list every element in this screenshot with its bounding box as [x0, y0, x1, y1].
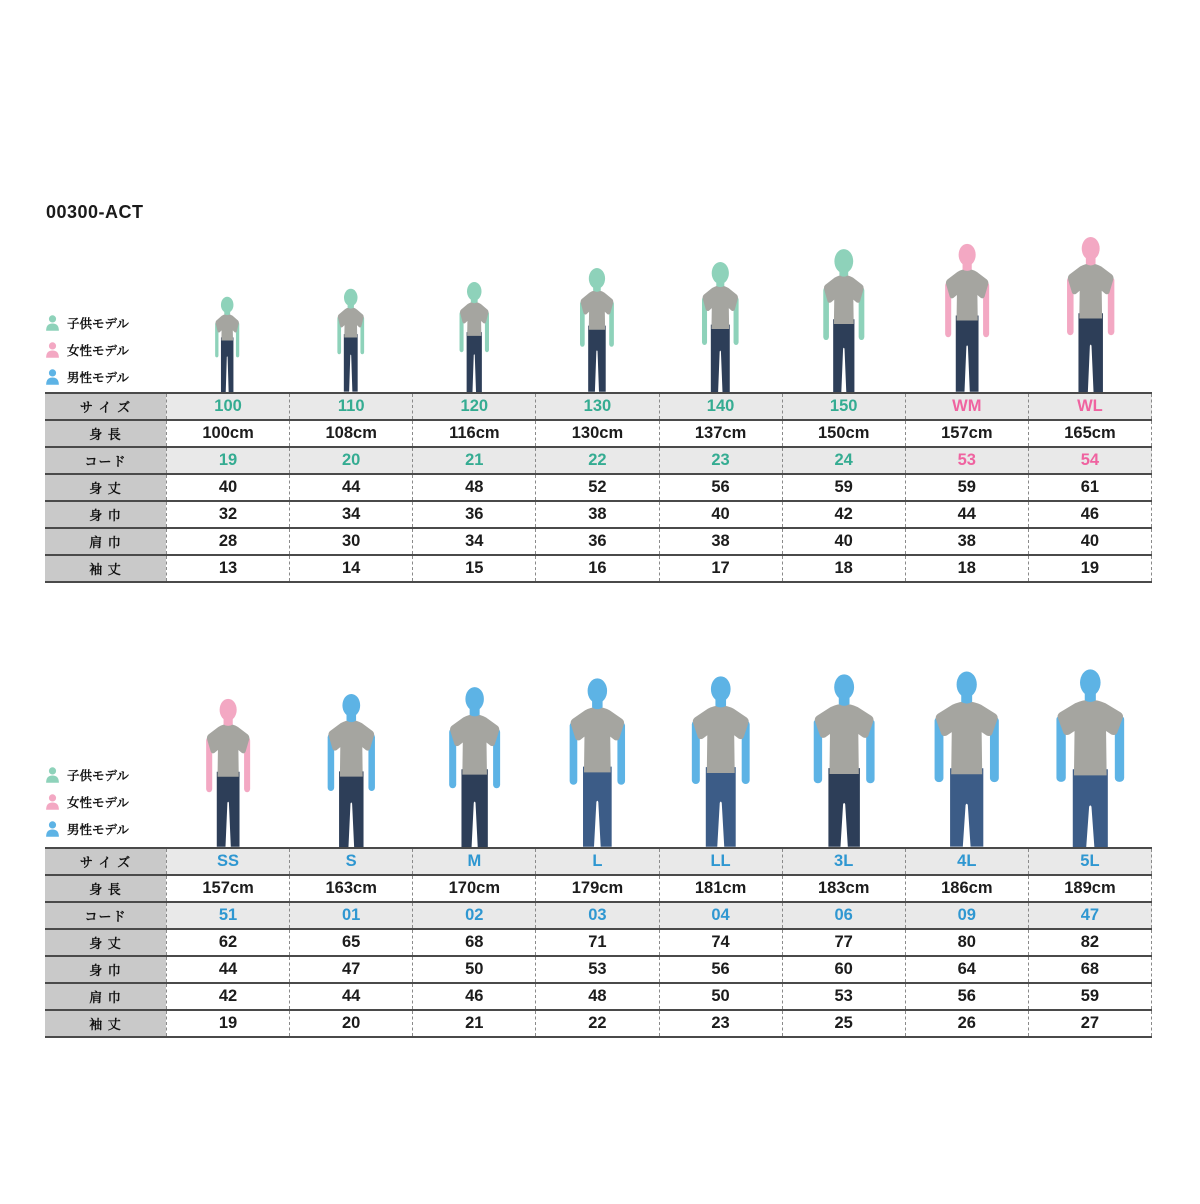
cell-shoulder-3L: 53 — [782, 984, 905, 1009]
model-figure-3L — [809, 671, 879, 847]
row-label-height: 身 長 — [45, 876, 166, 901]
table-row-body_width — [45, 502, 1152, 529]
cell-size-WM: WM — [905, 394, 1028, 419]
model-figure-WM — [937, 241, 997, 392]
cell-body_length-140: 56 — [659, 475, 782, 500]
table-row-body_length — [45, 930, 1152, 957]
model-figure-LL — [686, 673, 756, 847]
person-silhouette — [809, 671, 879, 847]
cell-size-SS: SS — [166, 849, 289, 874]
cell-height-L: 179cm — [535, 876, 658, 901]
cell-sleeve-100: 13 — [166, 556, 289, 581]
cell-sleeve-130: 16 — [535, 556, 658, 581]
person-silhouette — [694, 261, 747, 393]
cell-body_width-130: 38 — [535, 502, 658, 527]
cell-height-LL: 181cm — [659, 876, 782, 901]
cell-height-150: 150cm — [782, 421, 905, 446]
cell-height-WL: 165cm — [1028, 421, 1152, 446]
row-label-body_length: 身 丈 — [45, 475, 166, 500]
row-label-sleeve: 袖 丈 — [45, 1011, 166, 1036]
cell-body_length-110: 44 — [289, 475, 412, 500]
model-figure-120 — [452, 281, 497, 392]
cell-shoulder-140: 38 — [659, 529, 782, 554]
cell-code-3L: 06 — [782, 903, 905, 928]
row-label-sleeve: 袖 丈 — [45, 556, 166, 581]
cell-body_length-S: 65 — [289, 930, 412, 955]
cell-size-L: L — [535, 849, 658, 874]
legend-label: 女性モデル — [67, 795, 129, 810]
cell-sleeve-SS: 19 — [166, 1011, 289, 1036]
table-row-body_width — [45, 957, 1152, 984]
cell-shoulder-120: 34 — [412, 529, 535, 554]
row-label-shoulder: 肩 巾 — [45, 529, 166, 554]
cell-body_width-110: 34 — [289, 502, 412, 527]
cell-shoulder-WL: 40 — [1028, 529, 1152, 554]
cell-size-110: 110 — [289, 394, 412, 419]
row-label-shoulder: 肩 巾 — [45, 984, 166, 1009]
cell-sleeve-140: 17 — [659, 556, 782, 581]
cell-size-150: 150 — [782, 394, 905, 419]
size-table-kids-women — [45, 392, 1152, 583]
cell-body_length-150: 59 — [782, 475, 905, 500]
model-figure-M — [442, 684, 507, 847]
cell-sleeve-120: 15 — [412, 556, 535, 581]
cell-size-4L: 4L — [905, 849, 1028, 874]
cell-body_width-100: 32 — [166, 502, 289, 527]
cell-body_width-5L: 68 — [1028, 957, 1152, 982]
cell-sleeve-WM: 18 — [905, 556, 1028, 581]
cell-sleeve-3L: 25 — [782, 1011, 905, 1036]
cell-code-130: 22 — [535, 448, 658, 473]
model-figure-L — [563, 675, 632, 847]
cell-sleeve-110: 14 — [289, 556, 412, 581]
legend-label: 子供モデル — [67, 316, 129, 331]
cell-body_length-120: 48 — [412, 475, 535, 500]
person-silhouette — [931, 668, 1002, 847]
cell-code-100: 19 — [166, 448, 289, 473]
cell-shoulder-S: 44 — [289, 984, 412, 1009]
cell-shoulder-WM: 38 — [905, 529, 1028, 554]
person-silhouette — [563, 675, 632, 847]
person-silhouette — [1054, 666, 1127, 847]
person-silhouette — [572, 267, 622, 392]
cell-body_length-M: 68 — [412, 930, 535, 955]
table-row-sleeve — [45, 556, 1152, 583]
cell-code-LL: 04 — [659, 903, 782, 928]
cell-body_length-4L: 80 — [905, 930, 1028, 955]
model-figure-150 — [815, 248, 873, 392]
cell-body_width-SS: 44 — [166, 957, 289, 982]
cell-sleeve-150: 18 — [782, 556, 905, 581]
model-figure-4L — [931, 668, 1002, 847]
model-figure-SS — [198, 696, 258, 847]
cell-body_width-S: 47 — [289, 957, 412, 982]
row-label-body_width: 身 巾 — [45, 957, 166, 982]
cell-body_length-5L: 82 — [1028, 930, 1152, 955]
cell-size-100: 100 — [166, 394, 289, 419]
cell-size-LL: LL — [659, 849, 782, 874]
cell-sleeve-M: 21 — [412, 1011, 535, 1036]
model-figures-kids-women — [45, 227, 1152, 392]
cell-shoulder-5L: 59 — [1028, 984, 1152, 1009]
cell-size-120: 120 — [412, 394, 535, 419]
model-figure-WL — [1059, 234, 1122, 392]
row-label-code: コード — [45, 903, 166, 928]
cell-body_length-3L: 77 — [782, 930, 905, 955]
table-row-shoulder — [45, 529, 1152, 556]
person-silhouette — [330, 288, 372, 392]
cell-shoulder-LL: 50 — [659, 984, 782, 1009]
table-row-size — [45, 394, 1152, 421]
cell-body_width-140: 40 — [659, 502, 782, 527]
cell-code-4L: 09 — [905, 903, 1028, 928]
cell-height-S: 163cm — [289, 876, 412, 901]
cell-shoulder-150: 40 — [782, 529, 905, 554]
cell-code-SS: 51 — [166, 903, 289, 928]
cell-shoulder-100: 28 — [166, 529, 289, 554]
person-silhouette — [937, 241, 997, 392]
product-code-title: 00300-ACT — [46, 202, 144, 222]
cell-height-100: 100cm — [166, 421, 289, 446]
cell-size-WL: WL — [1028, 394, 1152, 419]
cell-code-L: 03 — [535, 903, 658, 928]
person-silhouette — [198, 696, 258, 847]
cell-body_length-100: 40 — [166, 475, 289, 500]
cell-body_length-LL: 74 — [659, 930, 782, 955]
row-label-body_length: 身 丈 — [45, 930, 166, 955]
person-silhouette — [452, 281, 497, 392]
cell-height-110: 108cm — [289, 421, 412, 446]
legend-label: 女性モデル — [67, 343, 129, 358]
row-label-size: サ イ ズ — [45, 394, 166, 419]
cell-body_width-4L: 64 — [905, 957, 1028, 982]
cell-code-5L: 47 — [1028, 903, 1152, 928]
cell-size-140: 140 — [659, 394, 782, 419]
person-silhouette — [442, 684, 507, 847]
cell-size-M: M — [412, 849, 535, 874]
model-figures-men — [45, 652, 1152, 847]
table-row-code — [45, 448, 1152, 475]
cell-shoulder-110: 30 — [289, 529, 412, 554]
table-row-body_length — [45, 475, 1152, 502]
row-label-body_width: 身 巾 — [45, 502, 166, 527]
cell-body_width-M: 50 — [412, 957, 535, 982]
cell-height-M: 170cm — [412, 876, 535, 901]
person-silhouette — [686, 673, 756, 847]
cell-body_width-3L: 60 — [782, 957, 905, 982]
cell-sleeve-4L: 26 — [905, 1011, 1028, 1036]
cell-code-WL: 54 — [1028, 448, 1152, 473]
cell-shoulder-130: 36 — [535, 529, 658, 554]
table-row-sleeve — [45, 1011, 1152, 1038]
row-label-size: サ イ ズ — [45, 849, 166, 874]
cell-height-120: 116cm — [412, 421, 535, 446]
person-silhouette — [208, 296, 246, 392]
cell-sleeve-L: 22 — [535, 1011, 658, 1036]
size-table-men — [45, 847, 1152, 1038]
model-figure-130 — [572, 267, 622, 392]
cell-body_length-WL: 61 — [1028, 475, 1152, 500]
cell-shoulder-SS: 42 — [166, 984, 289, 1009]
person-silhouette — [320, 691, 383, 848]
cell-size-S: S — [289, 849, 412, 874]
cell-shoulder-M: 46 — [412, 984, 535, 1009]
row-label-code: コード — [45, 448, 166, 473]
model-figure-5L — [1054, 666, 1127, 847]
legend-label: 男性モデル — [67, 370, 129, 385]
cell-size-130: 130 — [535, 394, 658, 419]
cell-sleeve-S: 20 — [289, 1011, 412, 1036]
person-silhouette — [1059, 234, 1122, 392]
cell-body_width-WL: 46 — [1028, 502, 1152, 527]
cell-sleeve-5L: 27 — [1028, 1011, 1152, 1036]
cell-height-4L: 186cm — [905, 876, 1028, 901]
cell-code-120: 21 — [412, 448, 535, 473]
person-silhouette — [815, 248, 873, 392]
row-label-height: 身 長 — [45, 421, 166, 446]
cell-body_width-L: 53 — [535, 957, 658, 982]
cell-body_width-150: 42 — [782, 502, 905, 527]
table-row-code — [45, 903, 1152, 930]
cell-body_width-WM: 44 — [905, 502, 1028, 527]
cell-body_length-130: 52 — [535, 475, 658, 500]
legend-label: 子供モデル — [67, 768, 129, 783]
cell-code-150: 24 — [782, 448, 905, 473]
table-row-height — [45, 876, 1152, 903]
cell-sleeve-LL: 23 — [659, 1011, 782, 1036]
model-figure-140 — [694, 261, 747, 393]
model-figure-100 — [208, 296, 246, 392]
cell-code-140: 23 — [659, 448, 782, 473]
cell-size-3L: 3L — [782, 849, 905, 874]
cell-height-130: 130cm — [535, 421, 658, 446]
cell-sleeve-WL: 19 — [1028, 556, 1152, 581]
cell-body_width-LL: 56 — [659, 957, 782, 982]
cell-body_width-120: 36 — [412, 502, 535, 527]
cell-body_length-SS: 62 — [166, 930, 289, 955]
cell-code-M: 02 — [412, 903, 535, 928]
model-figure-S — [320, 691, 383, 848]
model-figure-110 — [330, 288, 372, 392]
cell-height-SS: 157cm — [166, 876, 289, 901]
table-row-height — [45, 421, 1152, 448]
cell-code-S: 01 — [289, 903, 412, 928]
cell-body_length-WM: 59 — [905, 475, 1028, 500]
cell-shoulder-L: 48 — [535, 984, 658, 1009]
cell-height-WM: 157cm — [905, 421, 1028, 446]
cell-shoulder-4L: 56 — [905, 984, 1028, 1009]
legend-label: 男性モデル — [67, 822, 129, 837]
cell-code-110: 20 — [289, 448, 412, 473]
table-row-size — [45, 849, 1152, 876]
cell-height-140: 137cm — [659, 421, 782, 446]
cell-size-5L: 5L — [1028, 849, 1152, 874]
cell-code-WM: 53 — [905, 448, 1028, 473]
table-row-shoulder — [45, 984, 1152, 1011]
cell-body_length-L: 71 — [535, 930, 658, 955]
cell-height-3L: 183cm — [782, 876, 905, 901]
cell-height-5L: 189cm — [1028, 876, 1152, 901]
